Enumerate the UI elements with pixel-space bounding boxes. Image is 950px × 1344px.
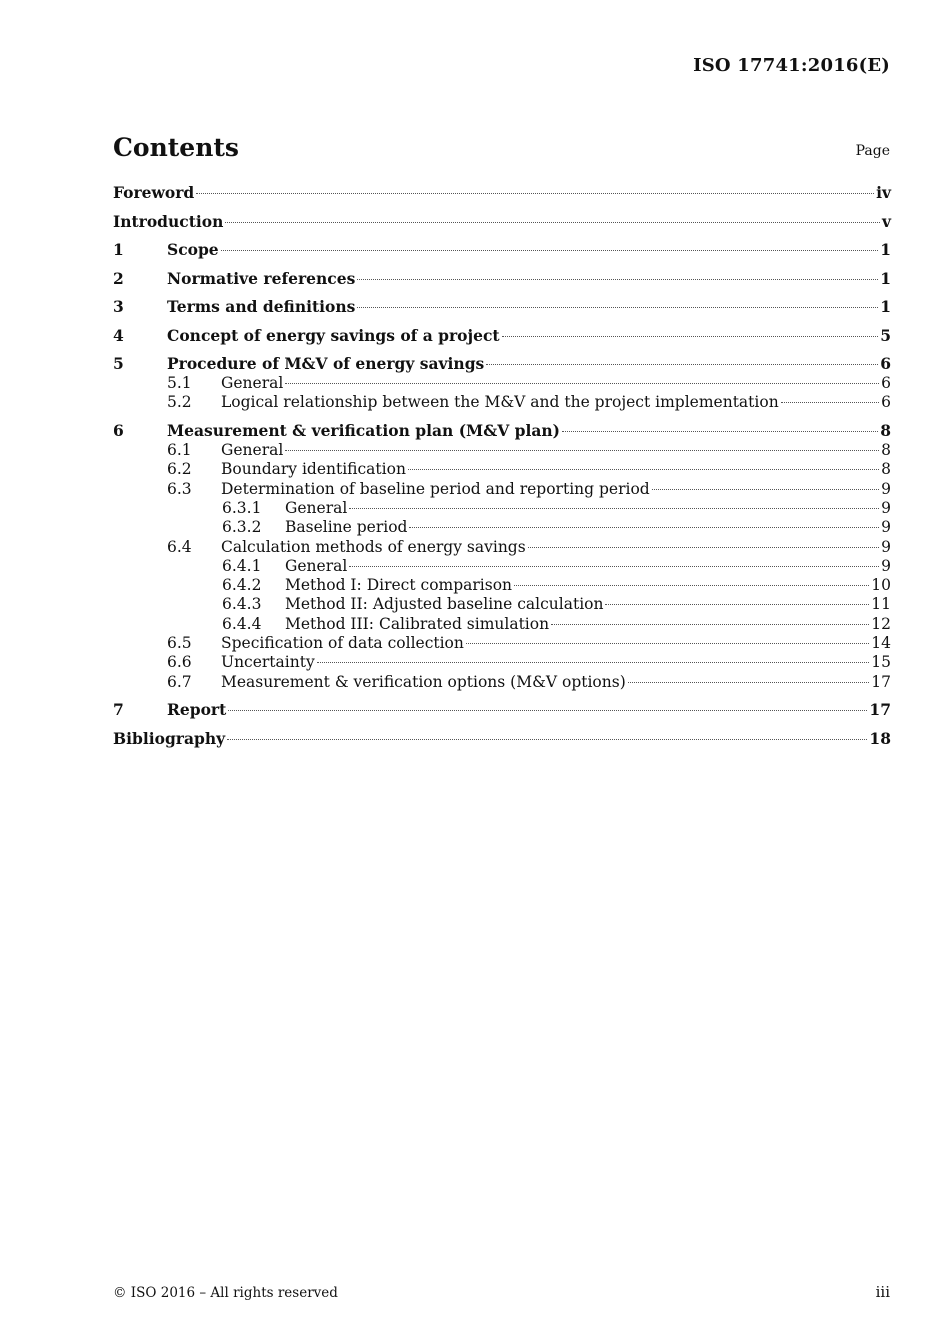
toc-entry-title: Method II: Adjusted baseline calculation bbox=[285, 595, 604, 614]
dot-leader bbox=[349, 508, 879, 509]
toc-entry-title: Introduction bbox=[113, 211, 224, 231]
toc-entry-page: 9 bbox=[881, 498, 891, 517]
toc-entry-number: 6.4.2 bbox=[222, 576, 262, 595]
toc-entry-page: 8 bbox=[881, 441, 891, 460]
toc-entry-title: General bbox=[221, 441, 284, 460]
toc-entry[interactable] bbox=[113, 297, 891, 317]
toc-entry-title: Boundary identification bbox=[221, 460, 406, 479]
toc-entry-page: 11 bbox=[871, 595, 891, 614]
toc-entry[interactable] bbox=[113, 673, 891, 692]
toc-entry-number: 5 bbox=[113, 354, 124, 373]
dot-leader bbox=[317, 662, 870, 663]
toc-entry-page: 6 bbox=[881, 393, 891, 412]
toc-entry[interactable] bbox=[113, 653, 891, 672]
toc-entry-title: Measurement & verification options (M&V options) bbox=[221, 672, 626, 691]
dot-leader bbox=[514, 585, 869, 586]
toc-entry-page: 10 bbox=[871, 576, 891, 595]
dot-leader bbox=[528, 547, 879, 548]
toc-entry-page: 17 bbox=[869, 700, 891, 720]
toc-entry-title: Scope bbox=[167, 240, 219, 259]
toc-entry[interactable] bbox=[113, 499, 891, 518]
toc-entry-title: Method I: Direct comparison bbox=[285, 576, 513, 595]
toc-entry-page: 6 bbox=[881, 374, 891, 392]
document-id: ISO 17741:2016(E) bbox=[693, 55, 890, 76]
toc-entry-page: v bbox=[881, 211, 891, 231]
toc-entry-title: Terms and definitions bbox=[167, 297, 356, 316]
toc-entry-title: Baseline period bbox=[285, 518, 408, 537]
dot-leader bbox=[605, 604, 869, 605]
toc-entry[interactable] bbox=[113, 576, 891, 595]
dot-leader bbox=[357, 307, 878, 308]
dot-leader bbox=[221, 250, 879, 251]
toc-entry-title: Method III: Calibrated simulation bbox=[285, 614, 550, 633]
toc-entry[interactable] bbox=[113, 595, 891, 614]
toc-entry-number: 5.1 bbox=[167, 374, 192, 392]
toc-entry-page: 9 bbox=[881, 537, 891, 556]
toc-entry-title: Calculation methods of energy savings bbox=[221, 537, 526, 556]
contents-title: Contents bbox=[113, 133, 240, 162]
dot-leader bbox=[227, 739, 867, 740]
dot-leader bbox=[466, 643, 869, 644]
toc-entry-title: Measurement & verification plan (M&V plan) bbox=[167, 421, 561, 441]
toc-entry-title: Concept of energy savings of a project bbox=[167, 325, 500, 345]
toc-entry-number: 6 bbox=[113, 421, 124, 441]
toc-entry[interactable] bbox=[113, 460, 891, 479]
toc-entry-page: 5 bbox=[880, 325, 891, 345]
toc-entry-page: iv bbox=[876, 183, 891, 202]
toc-entry-number: 6.7 bbox=[167, 672, 192, 691]
toc-entry-page: 9 bbox=[881, 518, 891, 537]
toc-entry-title: Bibliography bbox=[113, 728, 226, 748]
dot-leader bbox=[409, 527, 879, 528]
toc-entry-title: Logical relationship between the M&V and the project implementation bbox=[221, 393, 779, 412]
toc-entry-number: 6.4.3 bbox=[222, 595, 262, 614]
toc-entry-title: Report bbox=[167, 700, 227, 720]
toc-entry-number: 6.3.2 bbox=[222, 518, 262, 537]
toc-entry-page: 15 bbox=[871, 653, 891, 672]
toc-entry-number: 4 bbox=[113, 325, 124, 345]
toc-entry[interactable] bbox=[113, 183, 891, 203]
toc-entry-page: 18 bbox=[869, 728, 891, 748]
dot-leader bbox=[196, 193, 874, 194]
dot-leader bbox=[285, 450, 879, 451]
toc-entry-number: 6.2 bbox=[167, 460, 192, 479]
copyright-notice: © ISO 2016 – All rights reserved bbox=[113, 1285, 338, 1301]
dot-leader bbox=[562, 431, 878, 432]
toc-entry[interactable] bbox=[113, 240, 891, 260]
dot-leader bbox=[349, 566, 879, 567]
dot-leader bbox=[225, 222, 880, 223]
dot-leader bbox=[228, 710, 867, 711]
toc-entry-page: 6 bbox=[880, 354, 891, 373]
toc-entry-number: 3 bbox=[113, 297, 124, 316]
toc-entry-title: Specification of data collection bbox=[221, 634, 464, 653]
toc-entry-number: 6.1 bbox=[167, 441, 192, 460]
toc-entry-number: 5.2 bbox=[167, 393, 192, 412]
toc-entry-number: 6.6 bbox=[167, 653, 192, 672]
toc-entry[interactable] bbox=[113, 634, 891, 653]
toc-entry-number: 2 bbox=[113, 268, 124, 288]
toc-entry-title: General bbox=[285, 498, 348, 517]
toc-entry[interactable] bbox=[113, 374, 891, 393]
toc-entry-page: 17 bbox=[871, 672, 891, 691]
toc-entry-number: 6.4 bbox=[167, 537, 192, 556]
toc-entry[interactable] bbox=[113, 421, 891, 441]
toc-entry-page: 1 bbox=[880, 240, 891, 259]
toc-entry-number: 6.4.4 bbox=[222, 614, 262, 633]
toc-entry-number: 6.3 bbox=[167, 479, 192, 498]
toc-entry[interactable] bbox=[113, 700, 891, 720]
toc-entry-number: 7 bbox=[113, 700, 124, 720]
toc-entry-page: 1 bbox=[880, 297, 891, 316]
toc-entry-page: 14 bbox=[871, 634, 891, 653]
toc-entry-page: 1 bbox=[880, 268, 891, 288]
table-of-contents bbox=[113, 183, 891, 749]
toc-entry-number: 1 bbox=[113, 240, 124, 259]
toc-entry-number: 6.3.1 bbox=[222, 498, 262, 517]
page-number: iii bbox=[875, 1283, 890, 1301]
toc-entry[interactable] bbox=[113, 354, 891, 374]
toc-entry[interactable] bbox=[113, 441, 891, 460]
toc-entry[interactable] bbox=[113, 518, 891, 537]
dot-leader bbox=[551, 624, 869, 625]
toc-entry-title: General bbox=[285, 556, 348, 575]
toc-entry-title: Foreword bbox=[113, 183, 195, 202]
toc-entry-page: 12 bbox=[871, 614, 891, 633]
toc-entry-title: Procedure of M&V of energy savings bbox=[167, 354, 485, 373]
toc-entry-title: Determination of baseline period and reporting period bbox=[221, 479, 650, 498]
dot-leader bbox=[357, 279, 878, 280]
dot-leader bbox=[781, 402, 879, 403]
toc-entry[interactable] bbox=[113, 557, 891, 576]
toc-entry-number: 6.4.1 bbox=[222, 556, 262, 575]
toc-entry-title: General bbox=[221, 374, 284, 392]
toc-entry[interactable] bbox=[113, 326, 891, 346]
toc-entry-page: 8 bbox=[881, 460, 891, 479]
dot-leader bbox=[408, 469, 879, 470]
dot-leader bbox=[502, 336, 879, 337]
toc-entry-title: Uncertainty bbox=[221, 653, 315, 672]
toc-entry[interactable] bbox=[113, 393, 891, 412]
toc-entry[interactable] bbox=[113, 538, 891, 557]
toc-entry[interactable] bbox=[113, 269, 891, 289]
toc-entry-page: 9 bbox=[881, 479, 891, 498]
toc-entry[interactable] bbox=[113, 729, 891, 749]
toc-entry[interactable] bbox=[113, 480, 891, 499]
toc-entry[interactable] bbox=[113, 615, 891, 634]
page-column-label: Page bbox=[855, 143, 890, 159]
toc-entry-page: 9 bbox=[881, 556, 891, 575]
toc-entry-title: Normative references bbox=[167, 268, 356, 288]
dot-leader bbox=[652, 489, 879, 490]
toc-entry-page: 8 bbox=[880, 421, 891, 441]
toc-entry-number: 6.5 bbox=[167, 634, 192, 653]
dot-leader bbox=[628, 682, 870, 683]
dot-leader bbox=[285, 383, 879, 384]
dot-leader bbox=[486, 364, 878, 365]
toc-entry[interactable] bbox=[113, 212, 891, 232]
